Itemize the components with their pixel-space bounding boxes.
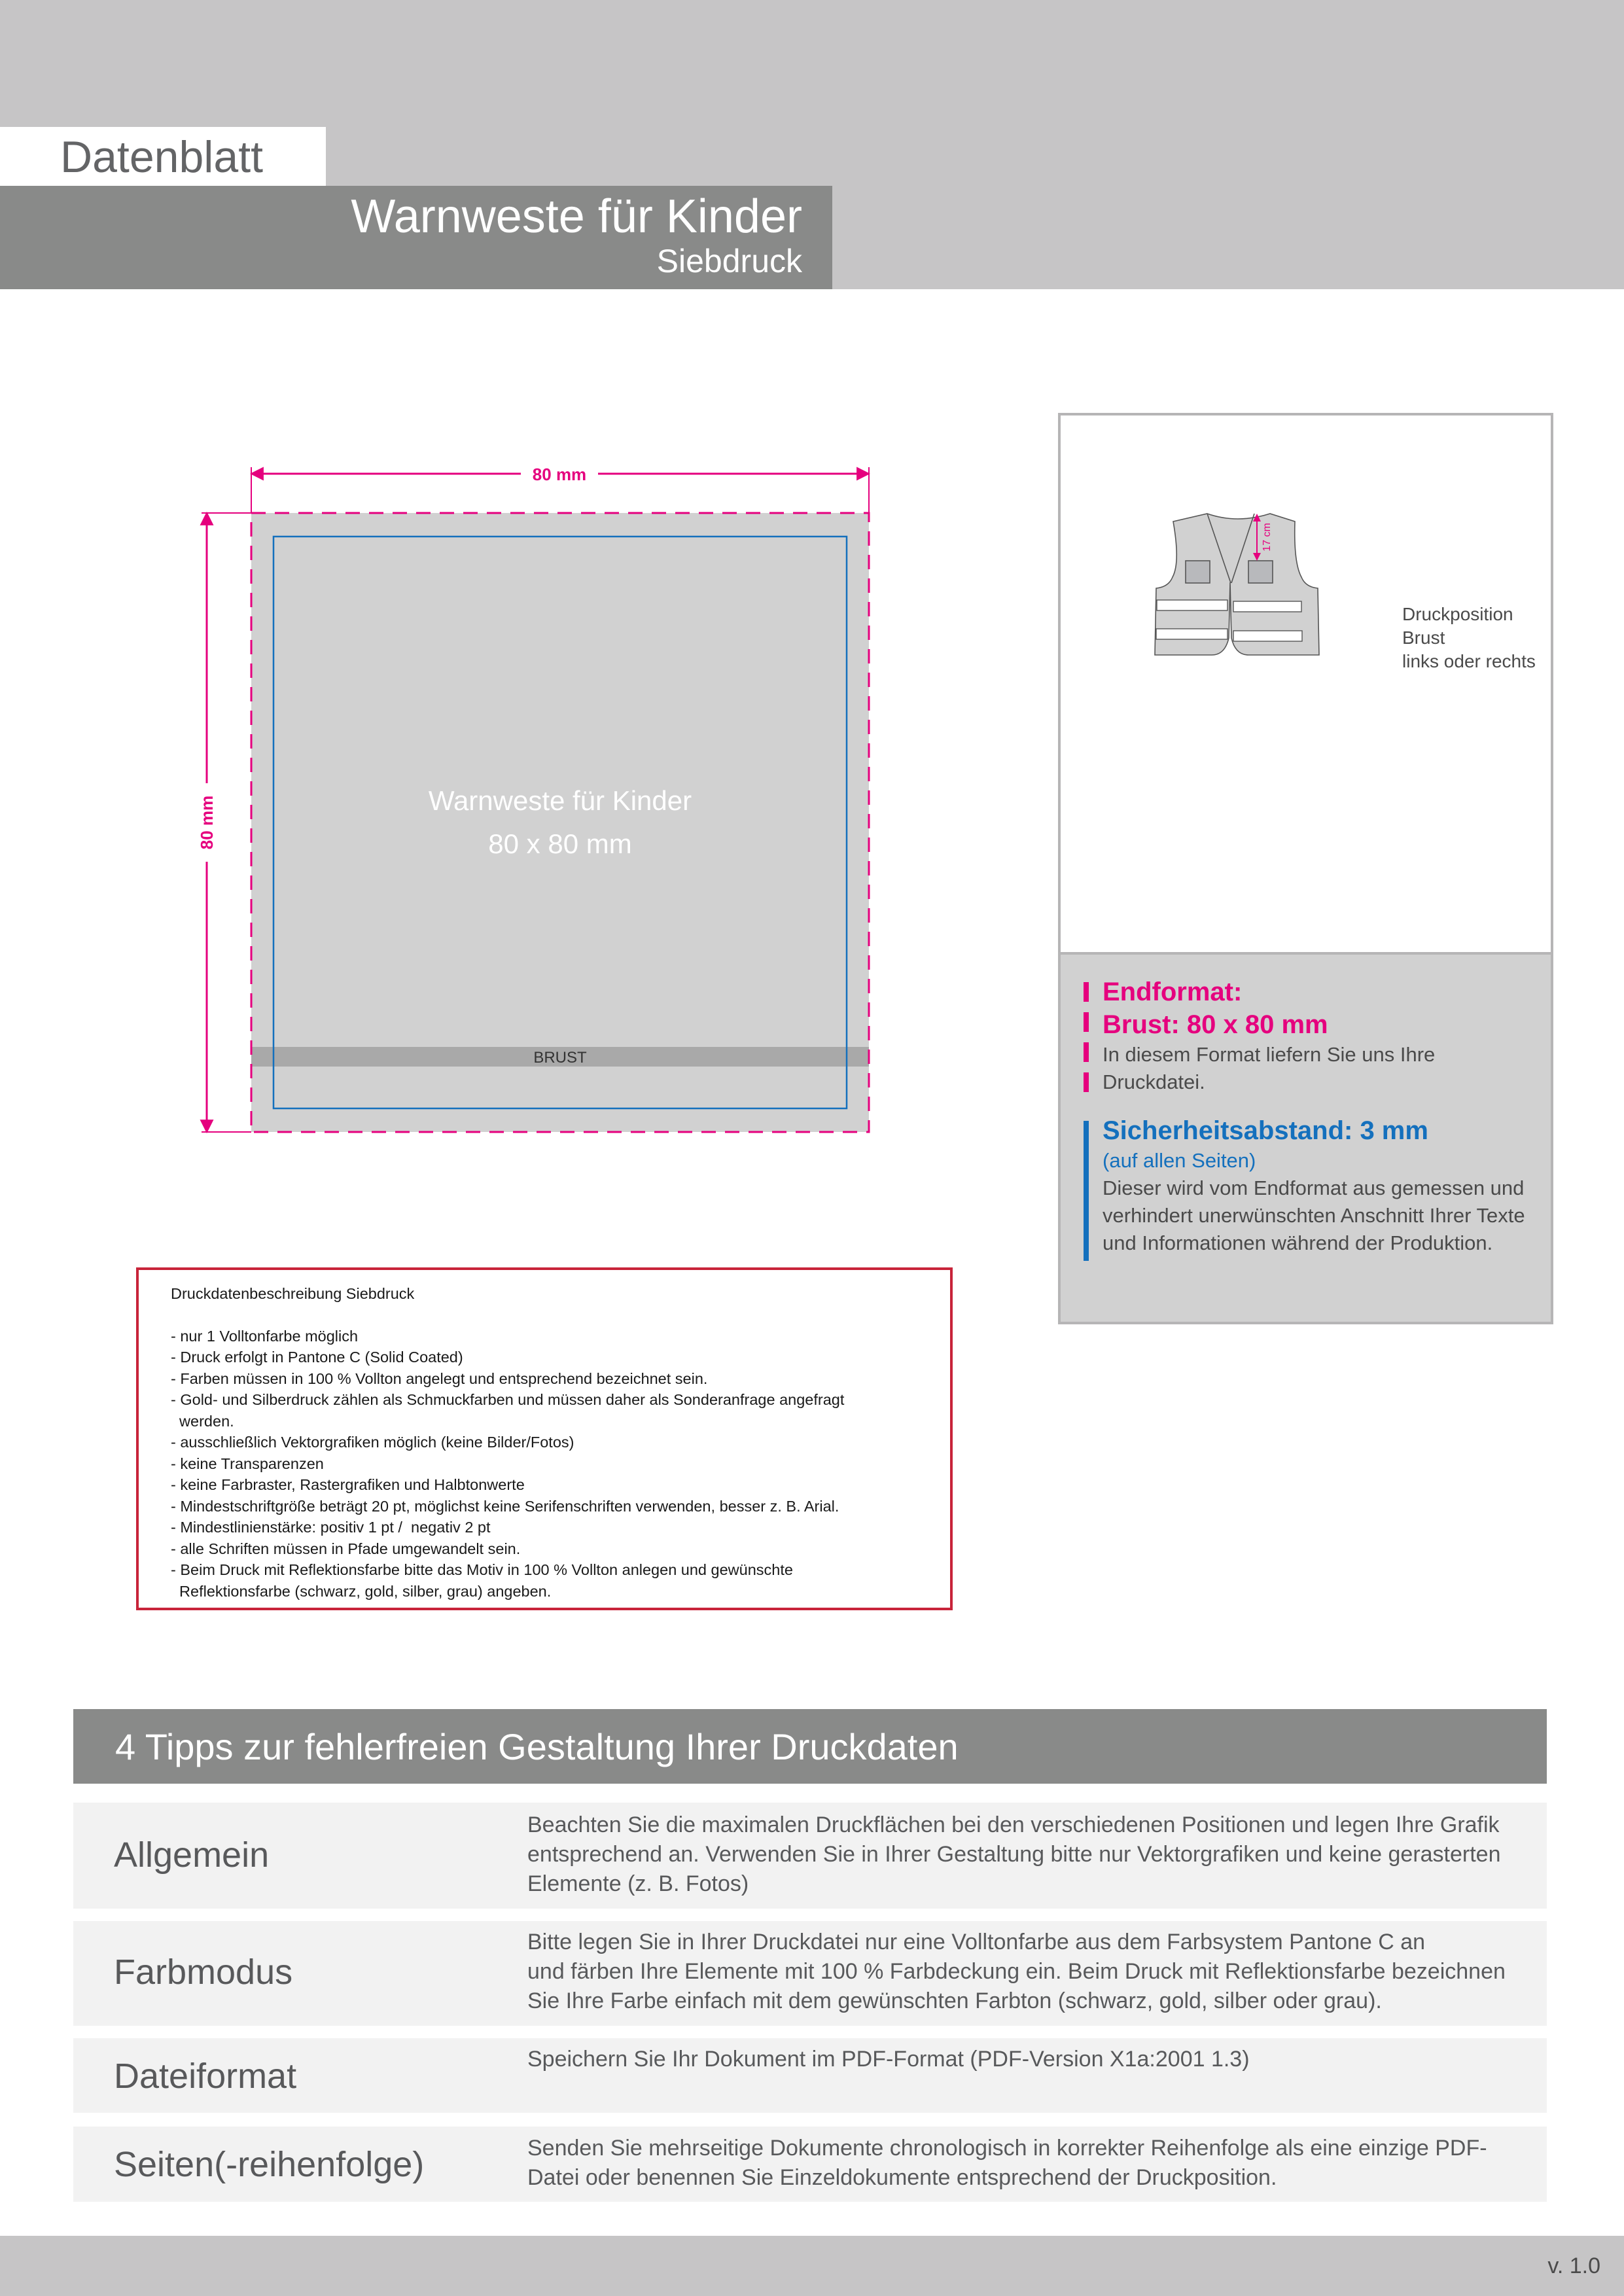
footer-bar [0,2236,1624,2296]
notes-item: - Gold- und Silberdruck zählen als Schmuckfarben und müssen daher als Sonderanfrage angefragt werden. [171,1391,845,1430]
tip-label: Dateiformat [114,2057,297,2096]
tip-row-dateiformat [73,2038,1547,2113]
print-method: Siebdruck [656,243,802,279]
format-info-box [1061,952,1551,1322]
endformat-heading: Endformat: [1103,978,1243,1006]
height-dimension-label: 80 mm [197,795,217,850]
notes-item: - Farben müssen in 100 % Vollton angelegt und entsprechend bezeichnet sein. [171,1369,708,1387]
print-position-right [1248,561,1273,583]
notes-item: - keine Farbraster, Rastergrafiken und Halbtonwerte [171,1476,525,1493]
print-position-caption [1402,603,1536,673]
tip-text: Bitte legen Sie in Ihrer Druckdatei nur eine Volltonfarbe aus dem Farbsystem Pantone C an und färben Ihre Elemente mit 100 % Farbdeckung ein. Beim Druck mit Reflektionsfarbe bezeichnen Sie Ihre Farbe einfach mit dem gewünschten Farbton (schwarz, gold, silber oder grau). [527,1930,1506,2013]
distance-label: 17 cm [1262,523,1273,552]
safety-text: Dieser wird vom Endformat aus gemessen und verhindert unerwünschten Anschnitt Ihrer Texte und Informationen während der Produktion. [1103,1176,1525,1254]
tip-label: Seiten(-reihenfolge) [114,2145,425,2184]
safety-heading: Sicherheitsabstand: 3 mm [1103,1116,1428,1145]
print-area-diagram [190,458,883,1145]
safety-sub: (auf allen Seiten) [1103,1149,1256,1172]
endformat-marker [1084,982,1089,1002]
caption-line: Druckposition [1402,604,1513,624]
endformat-size: Brust: 80 x 80 mm [1103,1010,1328,1039]
reflective-stripe [1233,631,1302,641]
print-area-size: 80 x 80 mm [488,828,632,859]
endformat-marker [1084,1042,1089,1062]
product-preview-panel [1058,413,1553,1324]
tips-heading-bar [73,1709,1547,1784]
notes-item: - Druck erfolgt in Pantone C (Solid Coated) [171,1349,463,1366]
tip-text: Speichern Sie Ihr Dokument im PDF-Format (PDF-Version X1a:2001 1.3) [527,2047,1250,2072]
notes-item: - ausschließlich Vektorgrafiken möglich (keine Bilder/Fotos) [171,1434,574,1451]
notes-item: - alle Schriften müssen in Pfade umgewandelt sein. [171,1540,521,1557]
endformat-marker [1084,1012,1089,1032]
tip-text: Beachten Sie die maximalen Druckflächen bei den verschiedenen Positionen und legen Ihre Grafik entsprechend an. Verwenden Sie in Ihrer Gestaltung bitte nur Vektorgrafiken und keine gerasterten Elemente (z. B. Fotos) [527,1812,1501,1896]
tip-text: Senden Sie mehrseitige Dokumente chronologisch in korrekter Reihenfolge als eine einzige PDF-Datei oder benennen Sie Einzeldokumente entsprechend der Druckposition. [527,2136,1487,2190]
tip-row-seiten [73,2127,1547,2202]
notes-item: - keine Transparenzen [171,1455,324,1472]
print-area-title: Warnweste für Kinder [428,785,692,816]
notes-title: Druckdatenbeschreibung Siebdruck [171,1285,415,1302]
caption-line: links oder rechts [1402,651,1536,671]
document-type-title: Datenblatt [60,132,263,182]
tip-row-allgemein [73,1803,1547,1909]
tip-label: Allgemein [114,1835,270,1875]
print-area [251,513,869,1132]
safety-marker [1084,1121,1089,1261]
endformat-text: In diesem Format liefern Sie uns Ihre Druckdatei. [1103,1043,1436,1093]
notes-item: - nur 1 Volltonfarbe möglich [171,1327,359,1345]
reflective-stripe [1233,601,1301,612]
product-title: Warnweste für Kinder [351,190,802,243]
reflective-stripe [1156,629,1227,639]
tip-label: Farbmodus [114,1952,293,1992]
print-data-description-box [136,1267,953,1610]
endformat-marker [1084,1072,1089,1092]
reflective-stripe [1157,600,1227,610]
notes-item: - Mindestlinienstärke: positiv 1 pt / negativ 2 pt [171,1519,491,1536]
version-label: v. 1.0 [1547,2253,1600,2278]
print-position-label: BRUST [533,1049,587,1067]
print-position-left [1186,561,1210,583]
notes-item: - Mindestschriftgröße beträgt 20 pt, möglichst keine Serifenschriften verwenden, besser z. B. Arial. [171,1497,839,1515]
tips-heading: 4 Tipps zur fehlerfreien Gestaltung Ihrer Druckdaten [115,1726,959,1767]
tip-row-farbmodus [73,1921,1547,2026]
notes-item: - Beim Druck mit Reflektionsfarbe bitte das Motiv in 100 % Vollton anlegen und gewünschte Reflektionsfarbe (schwarz, gold, silber, grau) angeben. [171,1561,793,1600]
caption-line: Brust [1402,627,1445,648]
width-dimension-label: 80 mm [532,465,587,484]
vest-illustration [1061,415,1551,952]
